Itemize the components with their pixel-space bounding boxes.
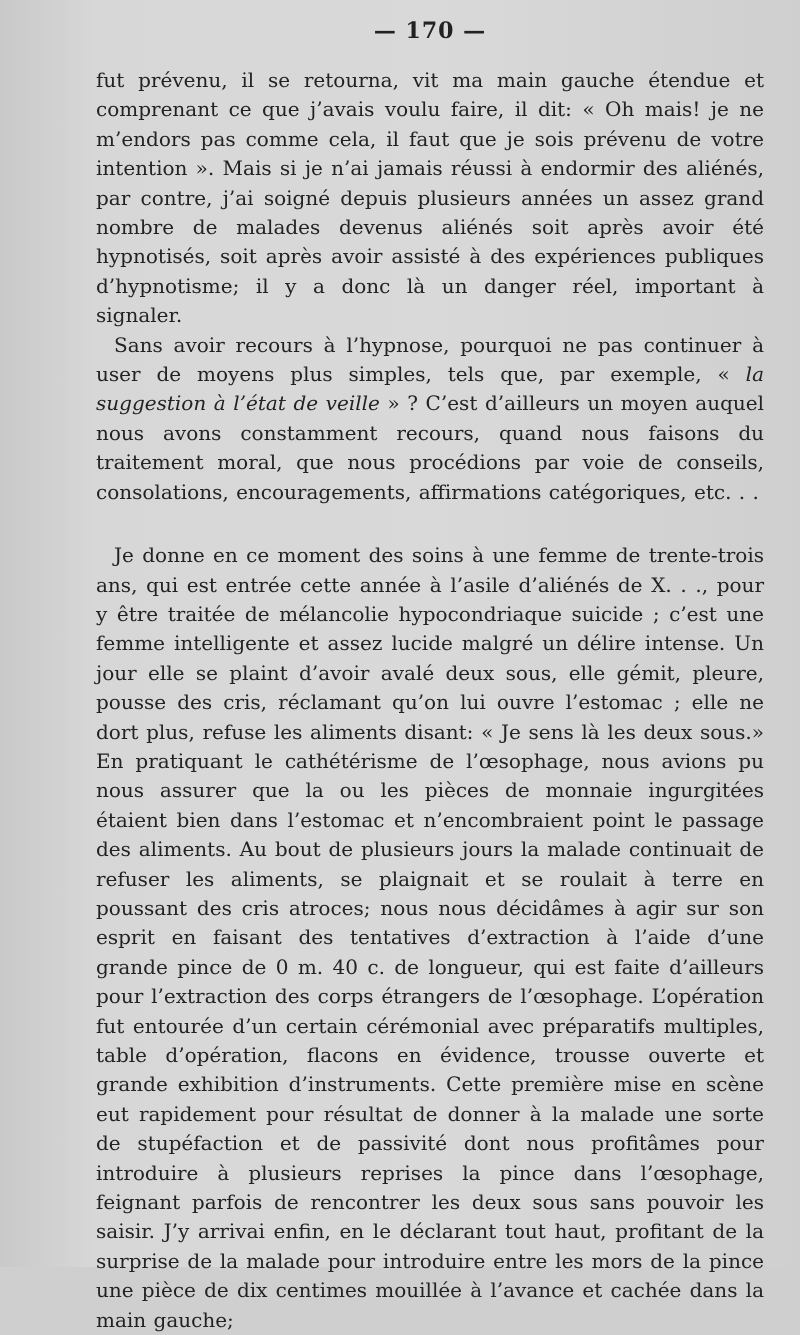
paragraph-2-before-emphasis: Sans avoir recours à l’hypnose, pourquoi ne pas continuer à user de moyens plus simples, tels que, par exemple, « bbox=[96, 332, 764, 387]
paragraph-2 bbox=[96, 331, 764, 507]
paragraph-3: Je donne en ce moment des soins à une femme de trente-trois ans, qui est entrée cette année à l’asile d’aliénés de X. . ., pour y être traitée de mélancolie hypocondriaque suicide ; c’est une femme intelligente et assez lucide malgré un délire intense. Un jour elle se plaint d’avoir avalé deux sous, elle gémit, pleure, pousse des cris, réclamant qu’on lui ouvre l’estomac ; elle ne dort plus, refuse les aliments disant: « Je sens là les deux sous.» En pratiquant le cathétérisme de l’œsophage, nous avions pu nous assurer que la ou les pièces de monnaie ingurgitées étaient bien dans l’estomac et n’encombraient point le passage des aliments. Au bout de plusieurs jours la malade continuait de refuser les aliments, se plaignait et se roulait à terre en poussant des cris atroces; nous nous décidâmes à agir sur son esprit en faisant des tentatives d’extraction à l’aide d’une grande pince de 0 m. 40 c. de longueur, qui est faite d’ailleurs pour l’extraction des corps étrangers de l’œsophage. L’opération fut entourée d’un certain cérémonial avec préparatifs multiples, table d’opération, flacons en évidence, trousse ouverte et grande exhibition d’instruments. Cette première mise en scène eut rapidement pour résultat de donner à la malade une sorte de stupéfaction et de passivité dont nous profitâmes pour introduire à plusieurs reprises la pince dans l’œsophage, feignant parfois de rencontrer les deux sous sans pouvoir les saisir. J’y arrivai enfin, en le déclarant tout haut, profitant de la surprise de la malade pour introduire entre les mors de la pince une pièce de dix centimes mouillée à l’avance et cachée dans la main gauche; bbox=[96, 543, 764, 1332]
paragraph-1: fut prévenu, il se retourna, vit ma main gauche étendue et comprenant ce que j’avais voulu faire, il dit: « Oh mais! je ne m’endors pas comme cela, il faut que je sois prévenu de votre intention ». Mais si je n’ai jamais réussi à endormir des aliénés, par contre, j’ai soigné depuis plusieurs années un assez grand nombre de malades devenus aliénés soit après avoir été hypnotisés, soit après avoir assisté à des expériences publiques d’hypnotisme; il y a donc là un danger réel, important à signaler. bbox=[96, 68, 764, 328]
page-number: — 170 — bbox=[373, 18, 487, 44]
paragraph-2-emphasis: la suggestion à l’état de veille bbox=[96, 362, 764, 416]
paragraph-2-after-emphasis: » ? C’est d’ailleurs un moyen auquel nous avons constamment recours, quand nous faisons du traitement moral, que nous procédions par voie de conseils, consolations, encouragements, affirmations catégoriques, etc. . . bbox=[96, 391, 765, 504]
